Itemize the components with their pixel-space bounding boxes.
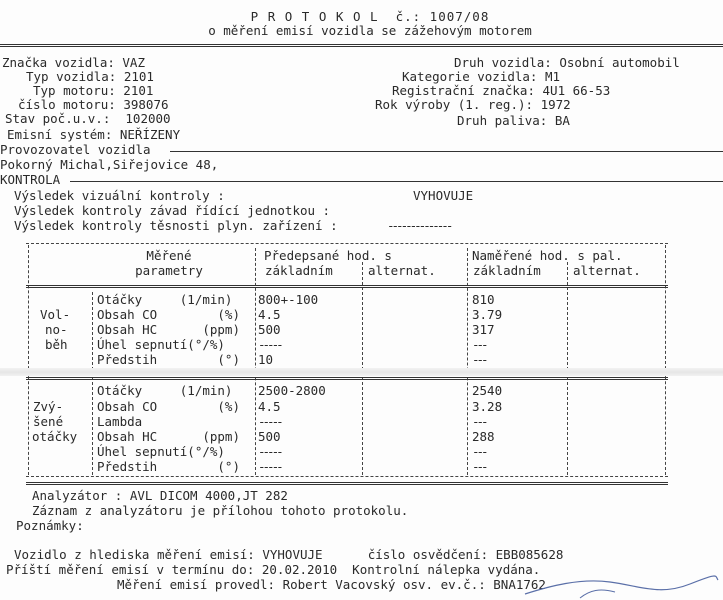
th-prescribed: Předepsané hod. s [264,248,392,263]
operator-heading: Provozovatel vozidla [0,142,151,157]
high-pre-angle: ----- [258,444,281,459]
protocol-subtitle: o měření emisí vozidla se zážehovým motorem [208,23,532,38]
header-divider [0,44,723,47]
high-meas-lambda: --- [472,414,486,429]
kontrola-rule [70,181,723,182]
table-section-divider [26,377,668,380]
idle-param-co: Obsah CO (%) [97,307,240,322]
th-measured-1: Měřené [146,248,192,263]
high-label-1: Zvý- [33,399,64,414]
performed-by: Měření emisí provedl: Robert Vacovský osv. ev.č.: BNA1762 [117,577,546,592]
idle-param-hc: Obsah HC (ppm) [97,322,240,337]
engine-type: Typ motoru: 2101 [33,83,154,98]
th-prescribed-alt: alternat. [368,263,436,278]
high-param-advance: Předstih (°) [97,459,240,474]
high-label-3: otáčky [32,429,78,444]
fuel-type: Druh paliva: BA [457,113,570,128]
idle-label-2: no- [45,322,68,337]
high-label-2: šené [33,414,64,429]
high-meas-advance: --- [472,459,486,474]
idle-meas-co: 3.79 [472,307,503,322]
operator-rule [170,151,723,152]
next-measurement: Příští měření emisí v termínu do: 20.02.2010 Kontrolní nálepka vydána. [6,562,541,577]
high-param-angle: Úhel sepnutí(°/%) [97,444,225,459]
idle-pre-advance: 10 [258,352,274,367]
scan-artifact [0,368,723,376]
high-meas-angle: --- [472,444,486,459]
high-pre-hc: 500 [258,429,281,444]
idle-pre-co: 4.5 [258,307,281,322]
footer-divider [26,482,668,485]
operator-value: Pokorný Michal,Siřejovice 48, [0,157,219,172]
notes-label: Poznámky: [16,518,84,533]
production-year: Rok výroby (1. reg.): 1972 [375,97,571,112]
engine-number: číslo motoru: 398076 [18,97,169,112]
col-divider-meas [467,248,468,475]
table-left-border [28,245,29,475]
idle-pre-rpm: 800+-100 [258,292,319,307]
high-meas-rpm: 2540 [472,383,503,398]
table-right-border [665,245,666,475]
th-measured-2: parametry [135,263,203,278]
vehicle-type: Typ vozidla: 2101 [26,69,154,84]
analyzer: Analyzátor : AVL DICOM 4000,JT 282 [32,488,288,503]
odometer: Stav poč.u.v.: 102000 [5,111,171,126]
emission-system: Emisní systém: NEŘÍZENY [7,127,181,142]
table-bottom-border [26,476,668,477]
idle-param-angle: Úhel sepnutí(°/%) [97,337,225,352]
high-meas-co: 3.28 [472,399,503,414]
idle-meas-advance: --- [472,352,486,367]
high-pre-rpm: 2500-2800 [258,383,326,398]
high-pre-advance: ----- [258,459,281,474]
idle-meas-hc: 317 [472,322,495,337]
th-prescribed-base: základním [265,263,333,278]
analyzer-record: Záznam z analyzátoru je přílohou tohoto protokolu. [32,503,409,518]
high-pre-lambda: ----- [258,414,281,429]
signature [520,572,720,600]
idle-meas-rpm: 810 [472,292,495,307]
high-pre-co: 4.5 [258,399,281,414]
tightness-check-label: Výsledek kontroly těsnosti plyn. zařízení : [14,218,338,233]
high-param-co: Obsah CO (%) [97,399,240,414]
th-measured-values: Naměřené hod. s pal. [472,248,623,263]
vehicle-kind: Druh vozidla: Osobní automobil [454,55,680,70]
tightness-check-value: -------------- [387,218,451,233]
high-param-lambda: Lambda [97,414,143,429]
table-top-border [26,243,668,244]
vehicle-brand: Značka vozidla: VAZ [2,55,145,70]
kontrola-heading: KONTROLA [0,172,61,187]
fault-check-label: Výsledek kontroly závad řídící jednotkou : [14,203,331,218]
vehicle-category: Kategorie vozidla: M1 [402,69,561,84]
idle-param-advance: Předstih (°) [97,352,240,367]
registration-plate: Registrační značka: 4U1 66-53 [392,83,611,98]
high-param-rpm: Otáčky (1/min) [97,383,233,398]
idle-meas-angle: --- [472,337,486,352]
protocol-title: P R O T O K O L č.: 1007/08 [250,9,490,24]
visual-check-value: VYHOVUJE [413,188,474,203]
high-param-hc: Obsah HC (ppm) [97,429,240,444]
table-header-divider [26,285,668,288]
idle-label-3: běh [45,337,68,352]
idle-param-rpm: Otáčky (1/min) [97,292,233,307]
th-measured-alt: alternat. [573,263,641,278]
idle-pre-hc: 500 [258,322,281,337]
col-divider-pre [255,248,256,475]
idle-pre-angle: ----- [258,337,281,352]
th-measured-base: základním [473,263,541,278]
visual-check-label: Výsledek vizuální kontroly : [14,188,225,203]
result-line: Vozidlo z hlediska měření emisí: VYHOVUJE číslo osvědčení: EBB085628 [14,547,564,562]
high-meas-hc: 288 [472,429,495,444]
col-divider-param [92,292,93,475]
idle-label-1: Vol- [40,307,71,322]
